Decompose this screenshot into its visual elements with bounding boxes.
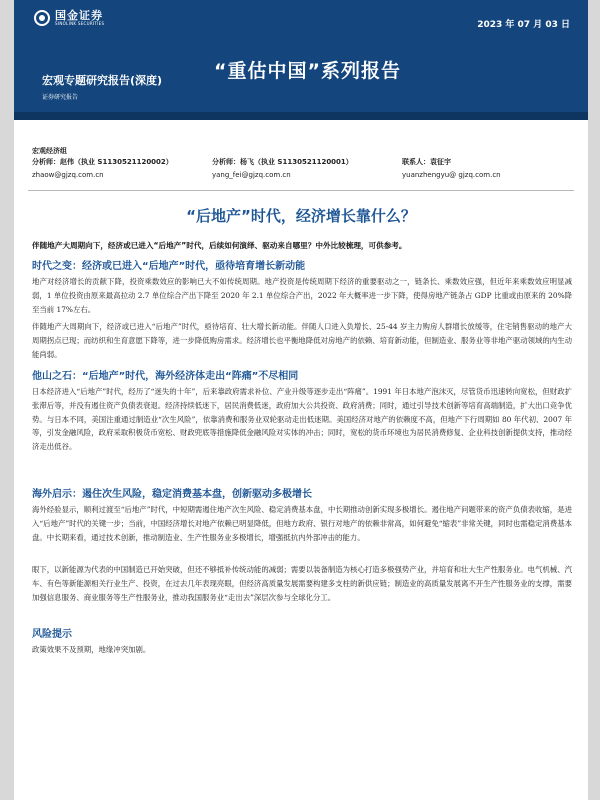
section-heading-2: 他山之石：“后地产”时代，海外经济体走出“阵痛”不尽相同 (32, 371, 299, 382)
logo-name: 国金证券 (55, 9, 103, 22)
series-title: “重估中国”系列报告 (214, 60, 401, 82)
divider (28, 190, 574, 191)
contact-yuan (402, 156, 501, 182)
research-group: 宏观经济组 (32, 147, 67, 155)
logo-subtitle: SINOLINK SECURITIES (55, 21, 105, 26)
report-title: “后地产”时代，经济增长靠什么？ (186, 207, 416, 225)
report-banner (14, 0, 588, 120)
analyst-line: 分析师：杨飞（执业 S1130521120001） (212, 158, 353, 166)
analyst-email[interactable]: yang_fei@gjzq.com.cn (212, 171, 291, 179)
section-heading-1: 时代之变：经济或已进入“后地产”时代，亟待培育增长新动能 (32, 261, 306, 272)
risk-paragraph: 政策效果不及预期，地缘冲突加剧。 (32, 645, 151, 654)
lead-summary: 伴随地产大周期向下，经济或已进入“后地产”时代，后续如何演绎、驱动来自哪里？中外比较梳理，可供参考。 (32, 241, 407, 250)
section-3-paragraph-2: 眼下，以新能源为代表的中国制造已开始突破，但还不够抵补传统动能的减弱；需要以装备制造为核心打造多极强势产业，并培育和壮大生产性服务业。电气机械、汽车、有色等新能源相关行业生产、投资，在过去几年表现亮眼，但经济高质量发展需要构建多支柱的新供应链；制造业的高质量发展离不开生产性服务业的支撑，需要加强信息服务、商业服务等生产性服务业，推动我国服务业“走出去”深层次参与全球化分工。 (32, 565, 572, 602)
section-2-paragraph-1: 日本经济进入“后地产”时代，经历了“迷失的十年”，后来靠政府需求补位、产业升级等逐步走出“阵痛”。1991 年日本地产泡沫灭，尽管货币迅速转向宽松，但财政扩张滞后等，并没有遏住资产负债表衰退。经济持续低迷下，居民消费低迷，政府加大公共投资、政府消费；同时，通过引导技术创新等培育高端制造，扩大出口竞争优势。与日本不同，美国注重通过制造业“次生风险”，依靠消费和服务业双轮驱动走出低迷期。美国经济对地产的依赖度不高，但地产下行周期如 80 年代初、2007 年等，引发金融风险，政府采取积极货币宽松、财政兜底等措施降低金融风险对实体的冲击；同时，宽松的货币环境也为居民消费修复、企业科技创新提供支持，推动经济走出低谷。 (32, 387, 572, 452)
company-logo (34, 10, 104, 26)
banner-stripe (14, 112, 588, 120)
analyst-zhao (32, 156, 173, 182)
section-3-paragraph-1: 海外经验显示，顺利过渡至“后地产”时代，中短期需遏住地产次生风险、稳定消费基本盘，中长期推动创新实现多极增长。遏住地产问题带来的资产负债表收缩，是进入“后地产”时代的关键一步；当前，中国经济增长对地产依赖已明显降低，但地方政府、银行对地产的依赖非常高，如何避免“缩表”非常关键，同时也需稳定消费基本盘。中长期来看，通过技术创新，推动制造业、生产性服务业多极增长，增强抵抗内外部冲击的能力。 (32, 505, 572, 542)
report-category: 证券研究报告 (42, 94, 79, 101)
logo-icon (34, 10, 50, 26)
analyst-yang (212, 156, 353, 182)
contact-email[interactable]: yuanzhengyu@ gjzq.com.cn (402, 171, 501, 179)
analyst-email[interactable]: zhaow@gjzq.com.cn (32, 171, 104, 179)
risk-heading: 风险提示 (32, 629, 72, 640)
section-1-paragraph-1: 地产对经济增长的贡献下降，投资乘数效应的影响已大不如传统周期。地产投资是传统周期下经济的重要驱动之一，链条长、乘数效应强，但近年来乘数效应明显减弱，1 单位投资由原来最高拉动 2.7 单位综合产出下降至 2020 年 2.1 单位综合产出，2022 年大概率进一步下降，使得房地产链条占 GDP 比重或由原来的 20%降至当前 17%左右。 (32, 277, 572, 314)
section-1-paragraph-2: 伴随地产大周期向下，经济或已进入“后地产”时代，亟待培育、壮大增长新动能。伴随人口进入负增长、25-44 岁主力购房人群增长放缓等，住宅销售驱动的地产大周期拐点已现；而纺织和生育意愿下降等，进一步降低购房需求。经济增长也平衡地降低对房地产的依赖、培育新动能，但制造业、服务业等非地产驱动领域的内生动能尚弱。 (32, 322, 572, 359)
report-date: 2023 年 07 月 03 日 (477, 20, 570, 30)
report-type: 宏观专题研究报告(深度) (42, 74, 163, 87)
contact-line: 联系人：袁征宇 (402, 158, 451, 166)
analyst-line: 分析师：赵伟（执业 S1130521120002） (32, 158, 173, 166)
section-heading-3: 海外启示：遏住次生风险，稳定消费基本盘，创新驱动多极增长 (32, 489, 312, 500)
report-page (14, 0, 588, 800)
